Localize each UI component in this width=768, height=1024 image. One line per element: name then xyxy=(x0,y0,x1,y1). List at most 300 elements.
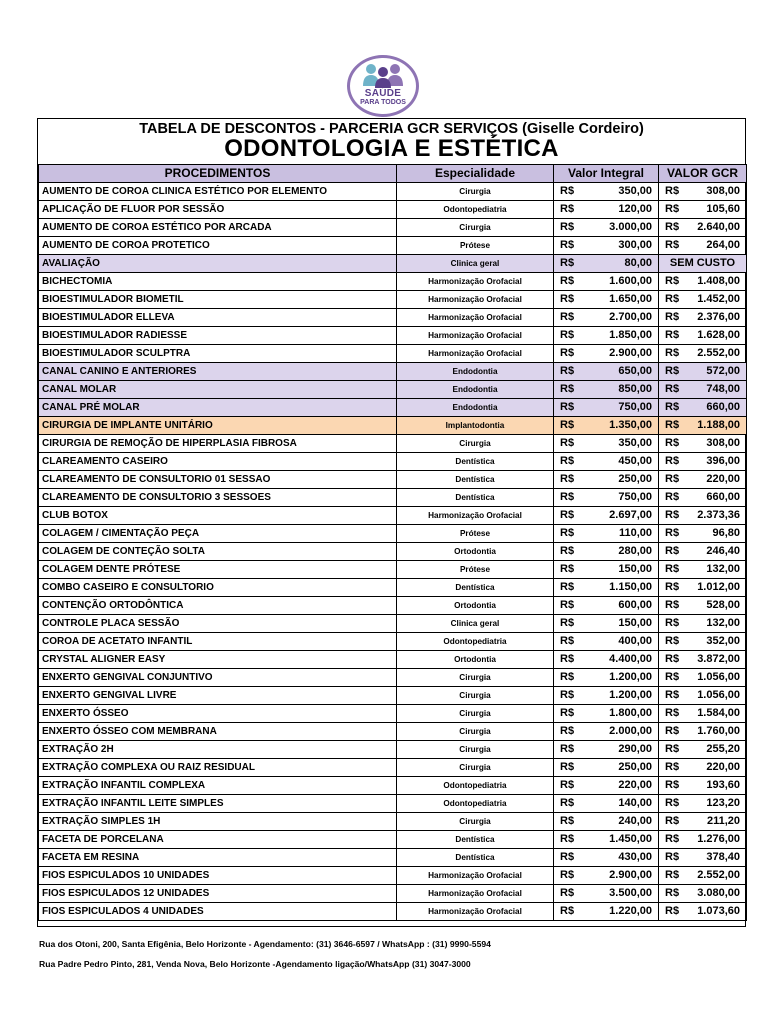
gcr-price: 1.056,00 xyxy=(689,669,747,687)
procedure-name: BIOESTIMULADOR BIOMETIL xyxy=(39,291,397,309)
full-price: 3.500,00 xyxy=(584,885,659,903)
full-price: 430,00 xyxy=(584,849,659,867)
specialty: Odontopediatria xyxy=(397,633,554,651)
table-row xyxy=(39,759,747,777)
gcr-price: 572,00 xyxy=(689,363,747,381)
currency-integral: R$ xyxy=(554,201,584,219)
currency-integral: R$ xyxy=(554,759,584,777)
table-row xyxy=(39,885,747,903)
table-row xyxy=(39,849,747,867)
full-price: 250,00 xyxy=(584,471,659,489)
gcr-price: 123,20 xyxy=(689,795,747,813)
currency-integral: R$ xyxy=(554,525,584,543)
full-price: 110,00 xyxy=(584,525,659,543)
full-price: 4.400,00 xyxy=(584,651,659,669)
currency-integral: R$ xyxy=(554,579,584,597)
currency-integral: R$ xyxy=(554,435,584,453)
table-header-row xyxy=(39,165,747,183)
currency-gcr: R$ xyxy=(659,183,689,201)
specialty: Harmonização Orofacial xyxy=(397,867,554,885)
currency-gcr: R$ xyxy=(659,381,689,399)
gcr-price: 96,80 xyxy=(689,525,747,543)
currency-integral: R$ xyxy=(554,813,584,831)
table-row xyxy=(39,435,747,453)
table-row xyxy=(39,399,747,417)
currency-gcr: R$ xyxy=(659,741,689,759)
full-price: 140,00 xyxy=(584,795,659,813)
gcr-price: 1.188,00 xyxy=(689,417,747,435)
procedure-name: ENXERTO GENGIVAL LIVRE xyxy=(39,687,397,705)
table-row xyxy=(39,579,747,597)
full-price: 1.350,00 xyxy=(584,417,659,435)
specialty: Harmonização Orofacial xyxy=(397,327,554,345)
procedure-name: CANAL PRÉ MOLAR xyxy=(39,399,397,417)
gcr-price: 378,40 xyxy=(689,849,747,867)
gcr-price: 3.080,00 xyxy=(689,885,747,903)
specialty: Clinica geral xyxy=(397,255,554,273)
specialty: Odontopediatria xyxy=(397,795,554,813)
table-row xyxy=(39,201,747,219)
gcr-price: 660,00 xyxy=(689,399,747,417)
specialty: Cirurgia xyxy=(397,723,554,741)
gcr-price: 1.012,00 xyxy=(689,579,747,597)
currency-gcr: R$ xyxy=(659,759,689,777)
procedure-name: FIOS ESPICULADOS 10 UNIDADES xyxy=(39,867,397,885)
procedure-name: CANAL CANINO E ANTERIORES xyxy=(39,363,397,381)
currency-gcr: R$ xyxy=(659,345,689,363)
full-price: 1.220,00 xyxy=(584,903,659,921)
gcr-price: 528,00 xyxy=(689,597,747,615)
full-price: 80,00 xyxy=(584,255,659,273)
procedure-name: BIOESTIMULADOR SCULPTRA xyxy=(39,345,397,363)
table-row xyxy=(39,687,747,705)
specialty: Cirurgia xyxy=(397,813,554,831)
full-price: 1.650,00 xyxy=(584,291,659,309)
full-price: 650,00 xyxy=(584,363,659,381)
specialty: Endodontia xyxy=(397,399,554,417)
table-row xyxy=(39,633,747,651)
currency-gcr: R$ xyxy=(659,291,689,309)
procedure-name: FACETA DE PORCELANA xyxy=(39,831,397,849)
table-row xyxy=(39,363,747,381)
currency-gcr: R$ xyxy=(659,561,689,579)
full-price: 250,00 xyxy=(584,759,659,777)
procedure-name: ENXERTO GENGIVAL CONJUNTIVO xyxy=(39,669,397,687)
procedure-name: EXTRAÇÃO COMPLEXA OU RAIZ RESIDUAL xyxy=(39,759,397,777)
gcr-price: 2.552,00 xyxy=(689,345,747,363)
currency-gcr: R$ xyxy=(659,507,689,525)
table-row xyxy=(39,831,747,849)
currency-integral: R$ xyxy=(554,381,584,399)
procedure-name: ENXERTO ÓSSEO xyxy=(39,705,397,723)
currency-integral: R$ xyxy=(554,507,584,525)
table-row xyxy=(39,471,747,489)
table-row xyxy=(39,183,747,201)
table-row xyxy=(39,273,747,291)
gcr-price: 1.073,60 xyxy=(689,903,747,921)
currency-gcr: R$ xyxy=(659,435,689,453)
gcr-price: 2.373,36 xyxy=(689,507,747,525)
table-row xyxy=(39,453,747,471)
currency-integral: R$ xyxy=(554,633,584,651)
gcr-price: 105,60 xyxy=(689,201,747,219)
procedure-name: CIRURGIA DE REMOÇÃO DE HIPERPLASIA FIBROSA xyxy=(39,435,397,453)
specialty: Odontopediatria xyxy=(397,201,554,219)
specialty: Ortodontia xyxy=(397,651,554,669)
currency-gcr: R$ xyxy=(659,309,689,327)
gcr-price: 2.640,00 xyxy=(689,219,747,237)
procedure-name: COLAGEM / CIMENTAÇÃO PEÇA xyxy=(39,525,397,543)
table-row xyxy=(39,705,747,723)
table-row xyxy=(39,255,747,273)
currency-gcr: R$ xyxy=(659,201,689,219)
gcr-price: 660,00 xyxy=(689,489,747,507)
gcr-price: 748,00 xyxy=(689,381,747,399)
full-price: 280,00 xyxy=(584,543,659,561)
specialty: Clinica geral xyxy=(397,615,554,633)
specialty: Ortodontia xyxy=(397,543,554,561)
currency-gcr: R$ xyxy=(659,489,689,507)
page-title: ODONTOLOGIA E ESTÉTICA xyxy=(224,135,559,162)
currency-integral: R$ xyxy=(554,453,584,471)
specialty: Harmonização Orofacial xyxy=(397,507,554,525)
full-price: 2.900,00 xyxy=(584,345,659,363)
full-price: 150,00 xyxy=(584,615,659,633)
procedure-name: FIOS ESPICULADOS 4 UNIDADES xyxy=(39,903,397,921)
currency-integral: R$ xyxy=(554,273,584,291)
currency-integral: R$ xyxy=(554,615,584,633)
specialty: Cirurgia xyxy=(397,705,554,723)
specialty: Endodontia xyxy=(397,381,554,399)
footer-address-2: Rua Padre Pedro Pinto, 281, Venda Nova, Belo Horizonte -Agendamento ligação/WhatsApp (31) 3047-3000 xyxy=(39,959,471,969)
table-row xyxy=(39,489,747,507)
currency-gcr: R$ xyxy=(659,885,689,903)
table-row xyxy=(39,345,747,363)
currency-gcr: R$ xyxy=(659,237,689,255)
currency-integral: R$ xyxy=(554,219,584,237)
specialty: Dentística xyxy=(397,489,554,507)
full-price: 850,00 xyxy=(584,381,659,399)
table-row xyxy=(39,615,747,633)
column-header-valor-integral: Valor Integral xyxy=(554,165,659,183)
table-row xyxy=(39,597,747,615)
table-row xyxy=(39,309,747,327)
procedure-name: CANAL MOLAR xyxy=(39,381,397,399)
gcr-price: 264,00 xyxy=(689,237,747,255)
table-body xyxy=(39,183,747,921)
currency-gcr: R$ xyxy=(659,651,689,669)
gcr-price: 1.056,00 xyxy=(689,687,747,705)
currency-integral: R$ xyxy=(554,417,584,435)
currency-integral: R$ xyxy=(554,687,584,705)
procedure-name: CIRURGIA DE IMPLANTE UNITÁRIO xyxy=(39,417,397,435)
gcr-price: 132,00 xyxy=(689,615,747,633)
currency-integral: R$ xyxy=(554,903,584,921)
currency-gcr: R$ xyxy=(659,453,689,471)
price-table xyxy=(38,164,747,921)
table-row xyxy=(39,561,747,579)
full-price: 1.600,00 xyxy=(584,273,659,291)
gcr-price: 193,60 xyxy=(689,777,747,795)
table-row xyxy=(39,327,747,345)
specialty: Prótese xyxy=(397,525,554,543)
currency-integral: R$ xyxy=(554,345,584,363)
full-price: 3.000,00 xyxy=(584,219,659,237)
full-price: 1.200,00 xyxy=(584,687,659,705)
procedure-name: AUMENTO DE COROA CLINICA ESTÉTICO POR ELEMENTO xyxy=(39,183,397,201)
procedure-name: EXTRAÇÃO 2H xyxy=(39,741,397,759)
procedure-name: CRYSTAL ALIGNER EASY xyxy=(39,651,397,669)
full-price: 290,00 xyxy=(584,741,659,759)
table-row xyxy=(39,381,747,399)
procedure-name: EXTRAÇÃO INFANTIL COMPLEXA xyxy=(39,777,397,795)
full-price: 350,00 xyxy=(584,183,659,201)
currency-integral: R$ xyxy=(554,831,584,849)
table-row xyxy=(39,903,747,921)
procedure-name: COMBO CASEIRO E CONSULTORIO xyxy=(39,579,397,597)
procedure-name: BIOESTIMULADOR ELLEVA xyxy=(39,309,397,327)
currency-gcr: R$ xyxy=(659,669,689,687)
full-price: 400,00 xyxy=(584,633,659,651)
procedure-name: AVALIAÇÃO xyxy=(39,255,397,273)
gcr-price: 1.628,00 xyxy=(689,327,747,345)
procedure-name: EXTRAÇÃO INFANTIL LEITE SIMPLES xyxy=(39,795,397,813)
table-row xyxy=(39,651,747,669)
procedure-name: AUMENTO DE COROA PROTETICO xyxy=(39,237,397,255)
currency-gcr: R$ xyxy=(659,705,689,723)
currency-gcr: R$ xyxy=(659,795,689,813)
currency-integral: R$ xyxy=(554,237,584,255)
currency-integral: R$ xyxy=(554,561,584,579)
procedure-name: CLAREAMENTO DE CONSULTORIO 01 SESSAO xyxy=(39,471,397,489)
gcr-price: 255,20 xyxy=(689,741,747,759)
currency-gcr: R$ xyxy=(659,813,689,831)
full-price: 120,00 xyxy=(584,201,659,219)
procedure-name: BIOESTIMULADOR RADIESSE xyxy=(39,327,397,345)
table-row xyxy=(39,219,747,237)
currency-integral: R$ xyxy=(554,543,584,561)
table-row xyxy=(39,507,747,525)
full-price: 1.800,00 xyxy=(584,705,659,723)
gcr-price: 2.552,00 xyxy=(689,867,747,885)
currency-integral: R$ xyxy=(554,885,584,903)
currency-integral: R$ xyxy=(554,489,584,507)
currency-integral: R$ xyxy=(554,777,584,795)
currency-gcr: R$ xyxy=(659,597,689,615)
currency-gcr: R$ xyxy=(659,417,689,435)
gcr-price: 1.760,00 xyxy=(689,723,747,741)
procedure-name: FIOS ESPICULADOS 12 UNIDADES xyxy=(39,885,397,903)
specialty: Dentística xyxy=(397,831,554,849)
procedure-name: COROA DE ACETATO INFANTIL xyxy=(39,633,397,651)
full-price: 2.000,00 xyxy=(584,723,659,741)
specialty: Ortodontia xyxy=(397,597,554,615)
procedure-name: CLUB BOTOX xyxy=(39,507,397,525)
specialty: Implantodontia xyxy=(397,417,554,435)
currency-integral: R$ xyxy=(554,399,584,417)
gcr-price: 1.276,00 xyxy=(689,831,747,849)
gcr-price: 220,00 xyxy=(689,471,747,489)
procedure-name: COLAGEM DE CONTEÇÃO SOLTA xyxy=(39,543,397,561)
price-table-frame xyxy=(37,118,746,927)
currency-integral: R$ xyxy=(554,255,584,273)
specialty: Harmonização Orofacial xyxy=(397,309,554,327)
procedure-name: AUMENTO DE COROA ESTÉTICO POR ARCADA xyxy=(39,219,397,237)
full-price: 350,00 xyxy=(584,435,659,453)
gcr-price: 308,00 xyxy=(689,435,747,453)
currency-gcr: R$ xyxy=(659,219,689,237)
currency-gcr: R$ xyxy=(659,471,689,489)
full-price: 240,00 xyxy=(584,813,659,831)
full-price: 300,00 xyxy=(584,237,659,255)
procedure-name: ENXERTO ÓSSEO COM MEMBRANA xyxy=(39,723,397,741)
currency-integral: R$ xyxy=(554,291,584,309)
currency-gcr: R$ xyxy=(659,849,689,867)
table-row xyxy=(39,237,747,255)
gcr-price: 132,00 xyxy=(689,561,747,579)
procedure-name: CLAREAMENTO CASEIRO xyxy=(39,453,397,471)
column-header-especialidade: Especialidade xyxy=(397,165,554,183)
gcr-price: 308,00 xyxy=(689,183,747,201)
specialty: Endodontia xyxy=(397,363,554,381)
specialty: Harmonização Orofacial xyxy=(397,885,554,903)
currency-integral: R$ xyxy=(554,309,584,327)
saude-para-todos-logo xyxy=(347,55,419,117)
currency-gcr: R$ xyxy=(659,615,689,633)
currency-integral: R$ xyxy=(554,651,584,669)
currency-gcr: R$ xyxy=(659,579,689,597)
procedure-name: CONTROLE PLACA SESSÃO xyxy=(39,615,397,633)
currency-integral: R$ xyxy=(554,795,584,813)
currency-gcr: R$ xyxy=(659,543,689,561)
procedure-name: EXTRAÇÃO SIMPLES 1H xyxy=(39,813,397,831)
gcr-price: 396,00 xyxy=(689,453,747,471)
table-row xyxy=(39,525,747,543)
currency-integral: R$ xyxy=(554,669,584,687)
full-price: 1.200,00 xyxy=(584,669,659,687)
specialty: Odontopediatria xyxy=(397,777,554,795)
column-header-valor-gcr: VALOR GCR xyxy=(659,165,747,183)
full-price: 1.450,00 xyxy=(584,831,659,849)
procedure-name: FACETA EM RESINA xyxy=(39,849,397,867)
currency-gcr: R$ xyxy=(659,723,689,741)
currency-gcr: R$ xyxy=(659,633,689,651)
table-row xyxy=(39,813,747,831)
logo-subtext: PARA TODOS xyxy=(360,99,406,106)
full-price: 600,00 xyxy=(584,597,659,615)
currency-gcr: R$ xyxy=(659,903,689,921)
gcr-price: SEM CUSTO xyxy=(659,255,747,273)
specialty: Dentística xyxy=(397,579,554,597)
specialty: Prótese xyxy=(397,561,554,579)
gcr-price: 1.452,00 xyxy=(689,291,747,309)
table-row xyxy=(39,723,747,741)
full-price: 150,00 xyxy=(584,561,659,579)
currency-gcr: R$ xyxy=(659,273,689,291)
currency-gcr: R$ xyxy=(659,687,689,705)
currency-integral: R$ xyxy=(554,183,584,201)
gcr-price: 246,40 xyxy=(689,543,747,561)
procedure-name: CLAREAMENTO DE CONSULTORIO 3 SESSOES xyxy=(39,489,397,507)
currency-gcr: R$ xyxy=(659,525,689,543)
full-price: 1.850,00 xyxy=(584,327,659,345)
specialty: Dentística xyxy=(397,471,554,489)
procedure-name: APLICAÇÃO DE FLUOR POR SESSÃO xyxy=(39,201,397,219)
table-row xyxy=(39,291,747,309)
logo-text: SAÚDE xyxy=(364,88,402,99)
full-price: 750,00 xyxy=(584,399,659,417)
currency-integral: R$ xyxy=(554,597,584,615)
table-row xyxy=(39,543,747,561)
currency-gcr: R$ xyxy=(659,327,689,345)
full-price: 450,00 xyxy=(584,453,659,471)
full-price: 2.900,00 xyxy=(584,867,659,885)
footer-address-1: Rua dos Otoni, 200, Santa Efigênia, Belo Horizonte - Agendamento: (31) 3646-6597 / WhatsApp : (31) 9990-5594 xyxy=(39,939,491,949)
full-price: 1.150,00 xyxy=(584,579,659,597)
currency-gcr: R$ xyxy=(659,831,689,849)
gcr-price: 3.872,00 xyxy=(689,651,747,669)
specialty: Harmonização Orofacial xyxy=(397,273,554,291)
procedure-name: BICHECTOMIA xyxy=(39,273,397,291)
table-row xyxy=(39,777,747,795)
gcr-price: 352,00 xyxy=(689,633,747,651)
table-row xyxy=(39,741,747,759)
currency-gcr: R$ xyxy=(659,777,689,795)
table-title: TABELA DE DESCONTOS - PARCERIA GCR SERVIÇOS (Giselle Cordeiro) xyxy=(139,121,644,137)
gcr-price: 1.408,00 xyxy=(689,273,747,291)
gcr-price: 2.376,00 xyxy=(689,309,747,327)
currency-integral: R$ xyxy=(554,849,584,867)
full-price: 220,00 xyxy=(584,777,659,795)
specialty: Harmonização Orofacial xyxy=(397,903,554,921)
specialty: Harmonização Orofacial xyxy=(397,345,554,363)
specialty: Cirurgia xyxy=(397,219,554,237)
currency-integral: R$ xyxy=(554,363,584,381)
table-row xyxy=(39,795,747,813)
currency-integral: R$ xyxy=(554,327,584,345)
specialty: Cirurgia xyxy=(397,741,554,759)
specialty: Cirurgia xyxy=(397,183,554,201)
currency-integral: R$ xyxy=(554,741,584,759)
currency-integral: R$ xyxy=(554,723,584,741)
procedure-name: CONTENÇÃO ORTODÔNTICA xyxy=(39,597,397,615)
table-row xyxy=(39,417,747,435)
currency-integral: R$ xyxy=(554,471,584,489)
specialty: Cirurgia xyxy=(397,669,554,687)
currency-gcr: R$ xyxy=(659,867,689,885)
specialty: Harmonização Orofacial xyxy=(397,291,554,309)
currency-gcr: R$ xyxy=(659,399,689,417)
gcr-price: 1.584,00 xyxy=(689,705,747,723)
specialty: Prótese xyxy=(397,237,554,255)
table-row xyxy=(39,669,747,687)
gcr-price: 220,00 xyxy=(689,759,747,777)
specialty: Cirurgia xyxy=(397,687,554,705)
gcr-price: 211,20 xyxy=(689,813,747,831)
full-price: 2.700,00 xyxy=(584,309,659,327)
table-row xyxy=(39,867,747,885)
currency-integral: R$ xyxy=(554,867,584,885)
currency-gcr: R$ xyxy=(659,363,689,381)
specialty: Cirurgia xyxy=(397,759,554,777)
full-price: 750,00 xyxy=(584,489,659,507)
currency-integral: R$ xyxy=(554,705,584,723)
column-header-procedimentos: PROCEDIMENTOS xyxy=(39,165,397,183)
specialty: Dentística xyxy=(397,849,554,867)
specialty: Cirurgia xyxy=(397,435,554,453)
full-price: 2.697,00 xyxy=(584,507,659,525)
specialty: Dentística xyxy=(397,453,554,471)
